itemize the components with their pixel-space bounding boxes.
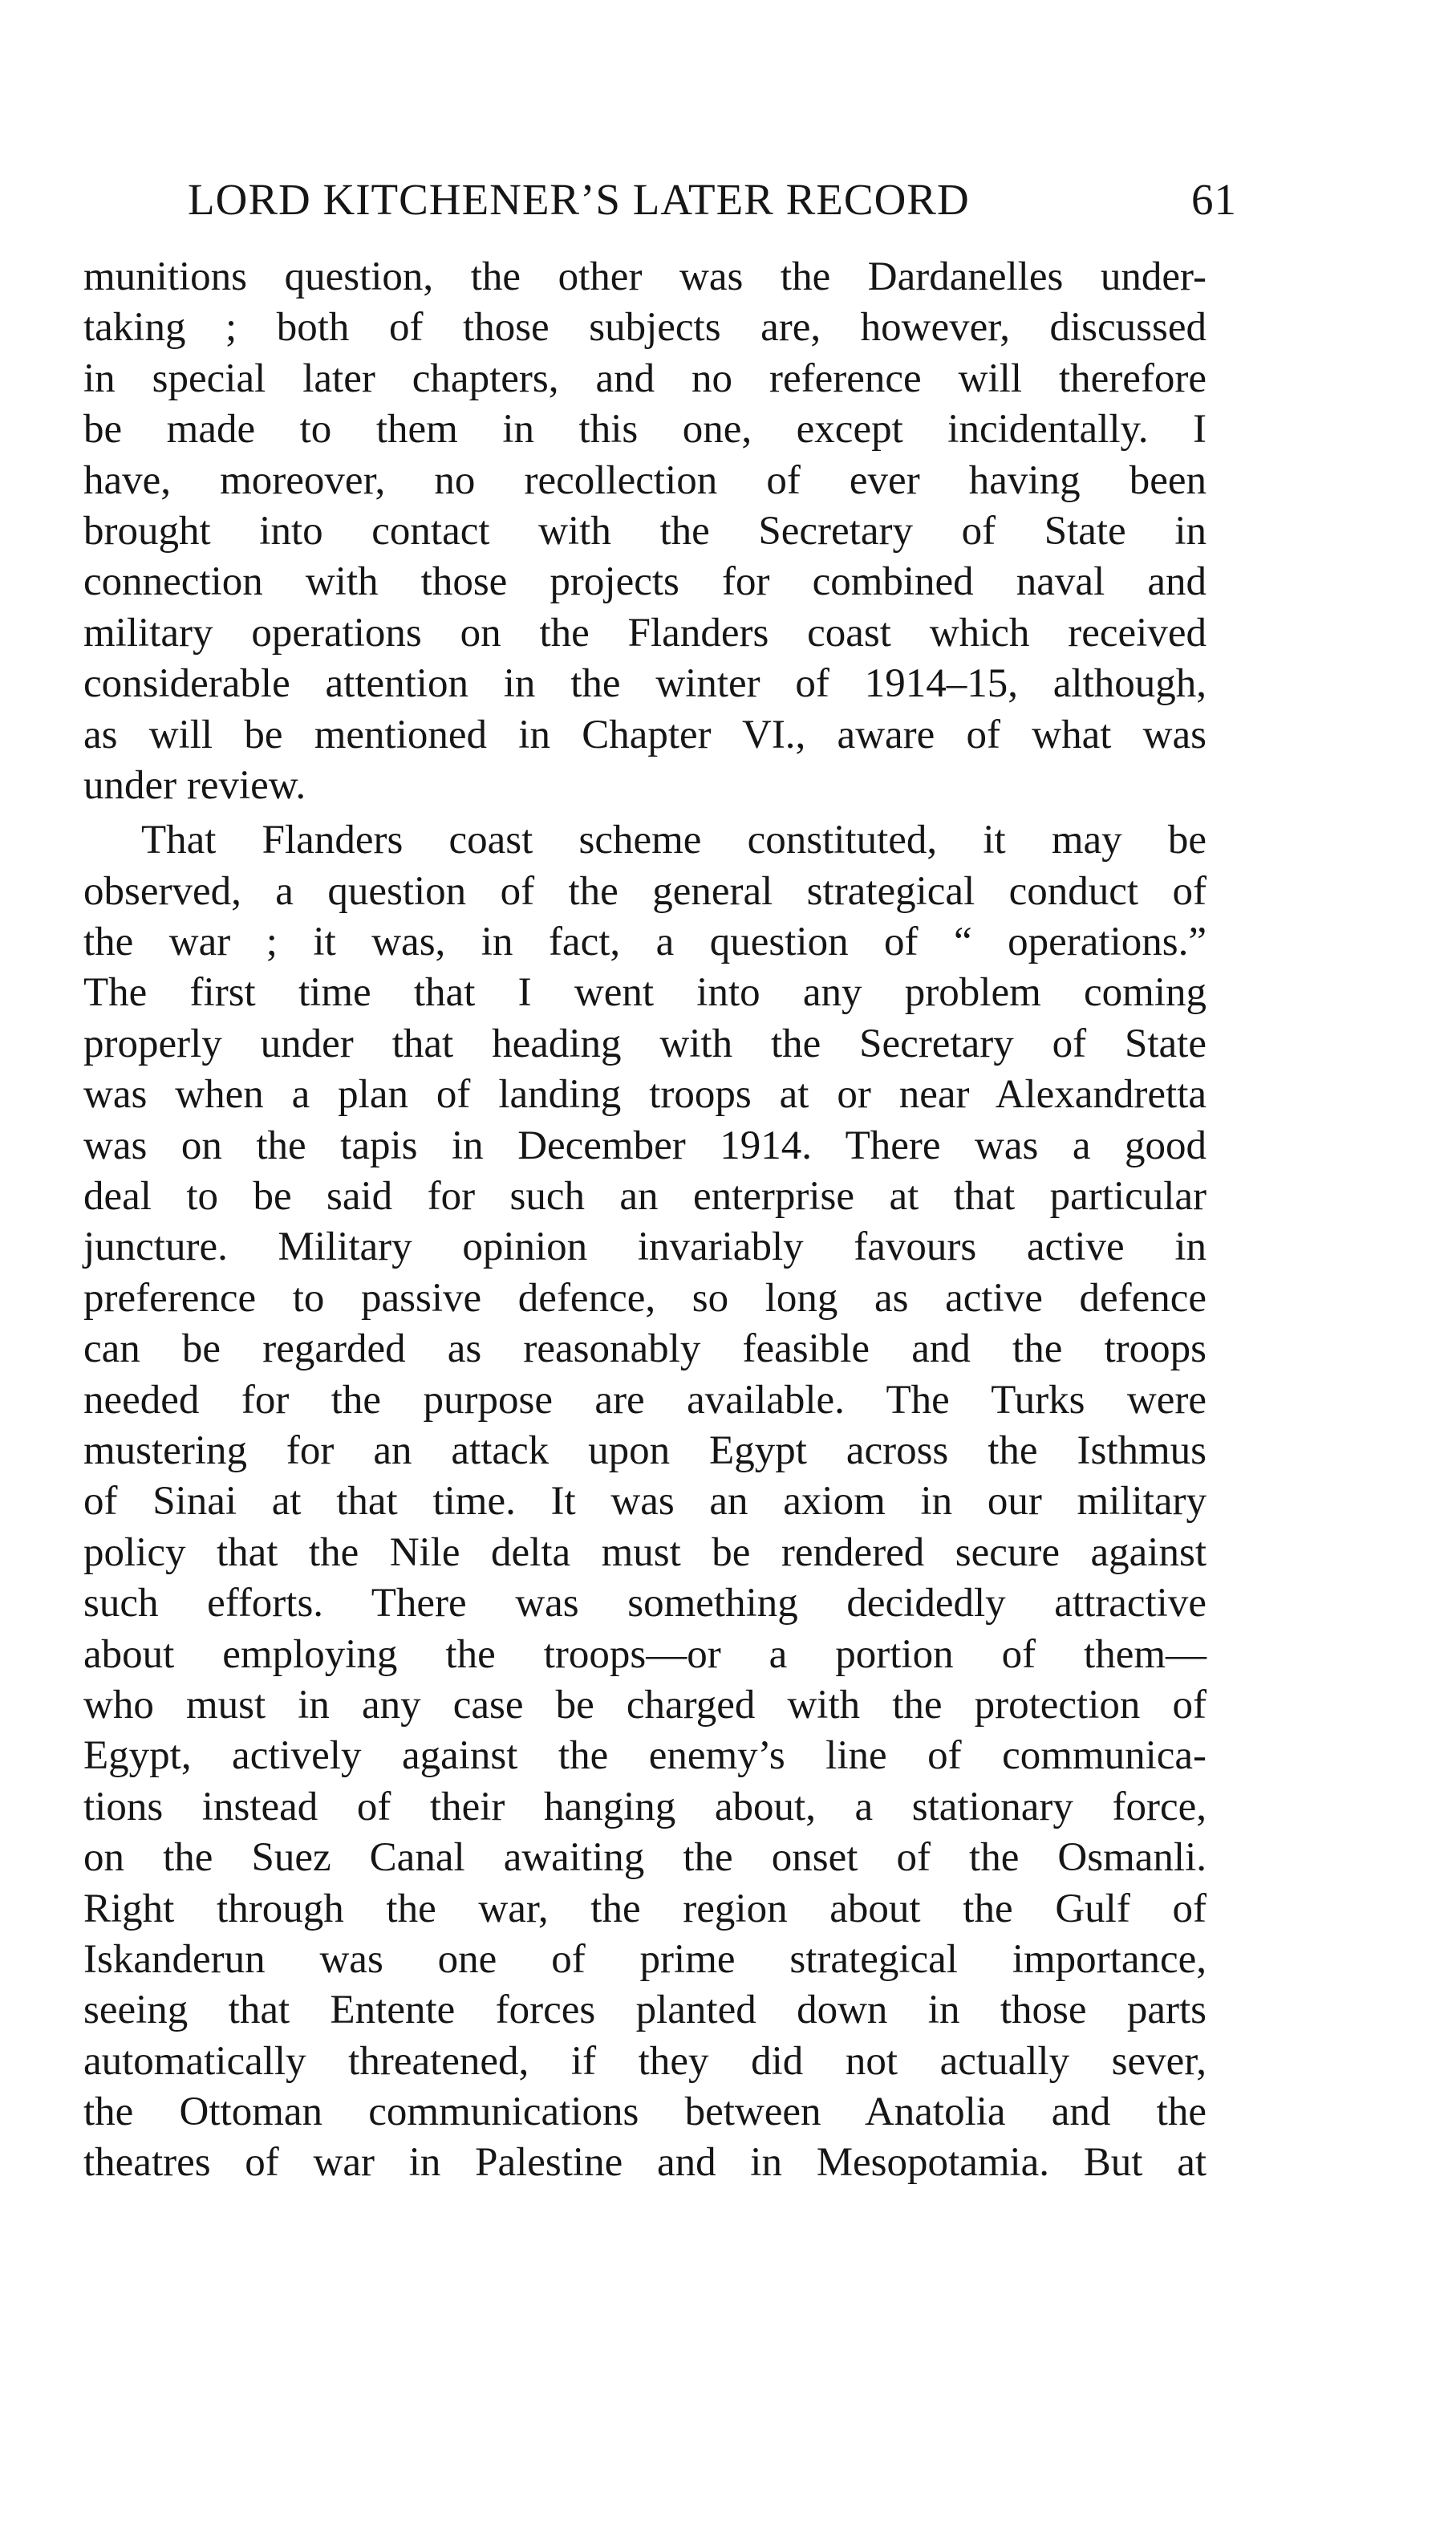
running-head — [188, 172, 1237, 228]
text-line: policy that the Nile delta must be rendered secure against — [83, 1529, 1207, 1575]
text-line: brought into contact with the Secretary of State in — [83, 508, 1207, 554]
text-line: was on the tapis in December 1914. There was a good — [83, 1123, 1207, 1168]
text-line: Egypt, actively against the enemy’s line of communica- — [83, 1733, 1207, 1779]
paragraph-2 — [83, 815, 1207, 2189]
text-line: tions instead of their hanging about, a stationary force, — [83, 1784, 1207, 1829]
text-line: needed for the purpose are available. The Turks were — [83, 1377, 1207, 1423]
text-line: preference to passive defence, so long as active defence — [83, 1275, 1207, 1321]
text-line: be made to them in this one, except incidentally. I — [83, 407, 1207, 453]
text-line: who must in any case be charged with the protection of — [83, 1682, 1207, 1728]
text-line: in special later chapters, and no reference will therefore — [83, 355, 1207, 401]
text-line: connection with those projects for combined naval and — [83, 559, 1207, 605]
paragraph-1 — [83, 252, 1207, 811]
text-line: munitions question, the other was the Dardanelles under- — [83, 254, 1207, 299]
text-line: under review. — [83, 762, 306, 808]
text-line: was when a plan of landing troops at or near Alexandretta — [83, 1072, 1207, 1118]
text-line: deal to be said for such an enterprise at that particular — [83, 1174, 1207, 1220]
text-line: mustering for an attack upon Egypt across the Isthmus — [83, 1427, 1207, 1473]
text-line: of Sinai at that time. It was an axiom in our military — [83, 1479, 1207, 1525]
text-line: properly under that heading with the Secretary of State — [83, 1021, 1207, 1066]
text-line: the war ; it was, in fact, a question of “ operations.” — [83, 920, 1207, 965]
running-title: LORD KITCHENER’S LATER RECORD — [188, 175, 970, 224]
text-line: observed, a question of the general strategical conduct of — [83, 868, 1207, 914]
body-text — [83, 252, 1207, 2189]
text-line: seeing that Entente forces planted down in those parts — [83, 1988, 1207, 2033]
text-line: on the Suez Canal awaiting the onset of the Osmanli. — [83, 1835, 1207, 1881]
text-line: military operations on the Flanders coast which received — [83, 610, 1207, 656]
text-line: as will be mentioned in Chapter VI., aware of what was — [83, 712, 1207, 757]
text-line: such efforts. There was something decidedly attractive — [83, 1581, 1207, 1626]
text-line: about employing the troops—or a portion of them— — [83, 1631, 1207, 1677]
text-line: theatres of war in Palestine and in Mesopotamia. But at — [83, 2140, 1207, 2186]
text-line: automatically threatened, if they did not actually sever, — [83, 2038, 1207, 2084]
text-line: The first time that I went into any problem coming — [83, 970, 1207, 1016]
text-line: taking ; both of those subjects are, however, discussed — [83, 305, 1207, 351]
text-line: considerable attention in the winter of 1914–15, although, — [83, 661, 1207, 707]
text-line: That Flanders coast scheme constituted, it may be — [141, 818, 1207, 863]
text-line: Iskanderun was one of prime strategical importance, — [83, 1936, 1207, 1982]
text-line: the Ottoman communications between Anatolia and the — [83, 2089, 1207, 2135]
text-line: juncture. Military opinion invariably favours active in — [83, 1224, 1207, 1270]
text-line: can be regarded as reasonably feasible and the troops — [83, 1326, 1207, 1372]
text-line: Right through the war, the region about the Gulf of — [83, 1886, 1207, 1931]
page-number: 61 — [1191, 175, 1237, 224]
text-line: have, moreover, no recollection of ever having been — [83, 457, 1207, 503]
